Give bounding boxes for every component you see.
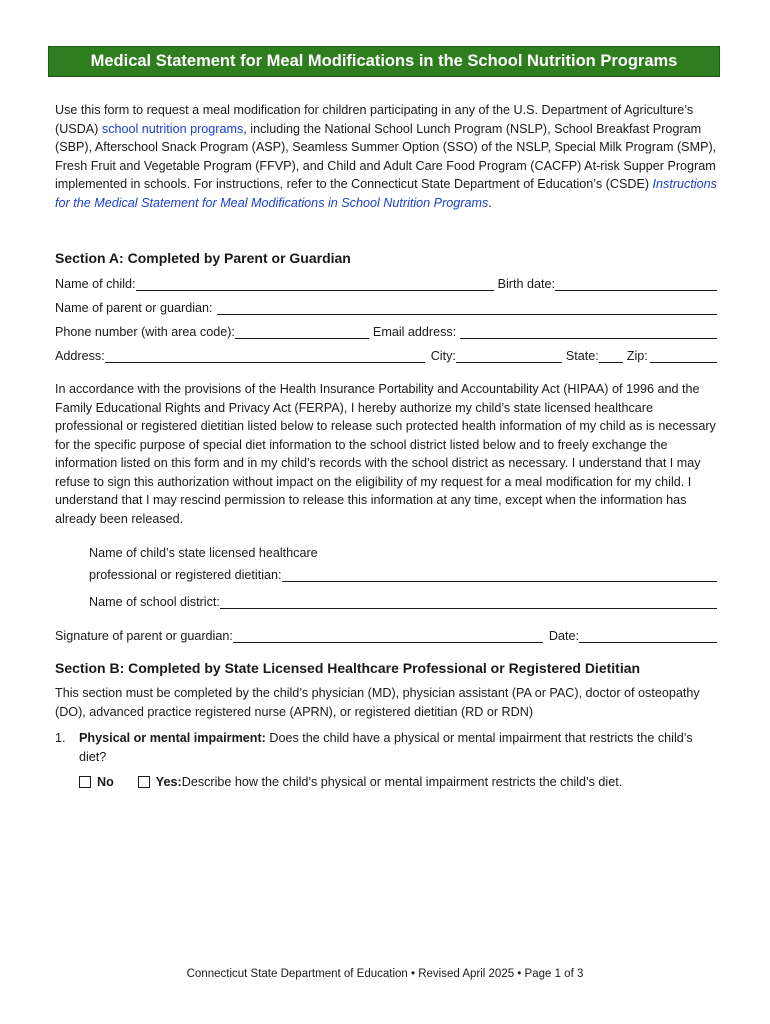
city-label: City: [430,349,456,363]
school-district-row [89,591,717,609]
yes-option[interactable] [138,775,622,789]
question-1-text: Does the child have a physical or mental impairment that restricts the child’s diet? [79,731,693,764]
email-field[interactable] [460,324,717,339]
hcp-row [89,564,717,582]
date-field[interactable] [579,628,717,643]
section-b-heading: Section B: Completed by State Licensed Healthcare Professional or Registered Dietitian [55,660,641,676]
no-label: No [97,775,114,789]
phone-email-row [55,321,717,339]
signature-label: Signature of parent or guardian: [55,629,233,643]
intro-text-1: Use this form to request a meal modification for children participating in any of the U.S. Department of Agriculture’s (USDA) [55,103,694,136]
no-option[interactable] [79,775,114,789]
zip-label: Zip: [626,349,648,363]
phone-field[interactable] [235,324,369,339]
birth-date-field[interactable] [555,276,717,291]
question-1-bold: Physical or mental impairment: [79,731,266,745]
intro-paragraph [55,101,717,212]
hipaa-authorization-text: In accordance with the provisions of the Health Insurance Portability and Accountability Act (HIPAA) of 1996 and the Family Educational Rights and Privacy Act (FERPA), I hereby authorize my child’s state licensed healthcare professional or registered dietitian listed below to release such protected health information of my child as is necessary for the specific purpose of special diet information to the school district listed below and to freely exchange the information listed on this form and in my child’s records with the school district as necessary. I understand that I may refuse to sign this authorization without impact on the eligibility of my request for a meal modification for my child. I understand that I may rescind permission to release this information at any time, except when the information has already been released. [55,382,716,526]
question-1-options [79,775,622,789]
parent-row [55,297,717,315]
signature-row [55,625,717,643]
yes-label: Yes: [155,775,182,789]
school-district-field[interactable] [220,594,717,609]
parent-name-field[interactable] [217,300,717,315]
question-1-number: 1. [55,731,66,745]
child-birth-row [55,273,717,291]
child-name-label: Name of child: [55,277,136,291]
section-a-heading: Section A: Completed by Parent or Guardian [55,250,351,266]
no-checkbox[interactable] [79,776,91,788]
hcp-label-line2: professional or registered dietitian: [89,568,282,582]
parent-name-label: Name of parent or guardian: [55,301,213,315]
address-row [55,345,717,363]
city-field[interactable] [456,348,562,363]
school-district-label: Name of school district: [89,595,220,609]
hcp-label-line1: Name of child’s state licensed healthcare [89,546,318,560]
instructions-link[interactable]: Instructions for the Medical Statement for Meal Modifications in School Nutrition Programs [55,177,717,210]
zip-field[interactable] [650,348,717,363]
question-1-body [79,729,717,767]
state-field[interactable] [599,348,623,363]
page-footer: Connecticut State Department of Education • Revised April 2025 • Page 1 of 3 [186,968,584,980]
address-label: Address: [55,349,105,363]
birth-date-label: Birth date: [497,277,555,291]
intro-text-3: . [488,195,492,210]
form-title: Medical Statement for Meal Modifications in the School Nutrition Programs [48,46,720,77]
intro-text-2: , including the National School Lunch Program (NSLP), School Breakfast Program (SBP), Afterschool Snack Program (ASP), Seamless Summer Option (SSO) of the NSLP, Special Milk Program (SMP), Fresh Fruit and Vegetable Program (FFVP), and Child and Adult Care Food Program (CACFP) At-risk Supper Program implemented in schools. For instructions, refer to the Connecticut State Department of Education’s (CSDE) [55,121,717,191]
signature-field[interactable] [233,628,543,643]
yes-text: Describe how the child’s physical or mental impairment restricts the child’s diet. [181,775,623,789]
state-label: State: [565,349,599,363]
yes-checkbox[interactable] [138,776,150,788]
address-field[interactable] [105,348,425,363]
school-nutrition-programs-link[interactable]: school nutrition programs [101,121,244,136]
section-b-text: This section must be completed by the child’s physician (MD), physician assistant (PA or PAC), doctor of osteopathy (DO), advanced practice registered nurse (APRN), or registered dietitian (RD or RDN) [55,686,700,719]
email-label: Email address: [372,325,457,339]
child-name-field[interactable] [136,276,494,291]
date-label: Date: [548,629,579,643]
phone-label: Phone number (with area code): [55,325,235,339]
hcp-field[interactable] [282,567,717,582]
